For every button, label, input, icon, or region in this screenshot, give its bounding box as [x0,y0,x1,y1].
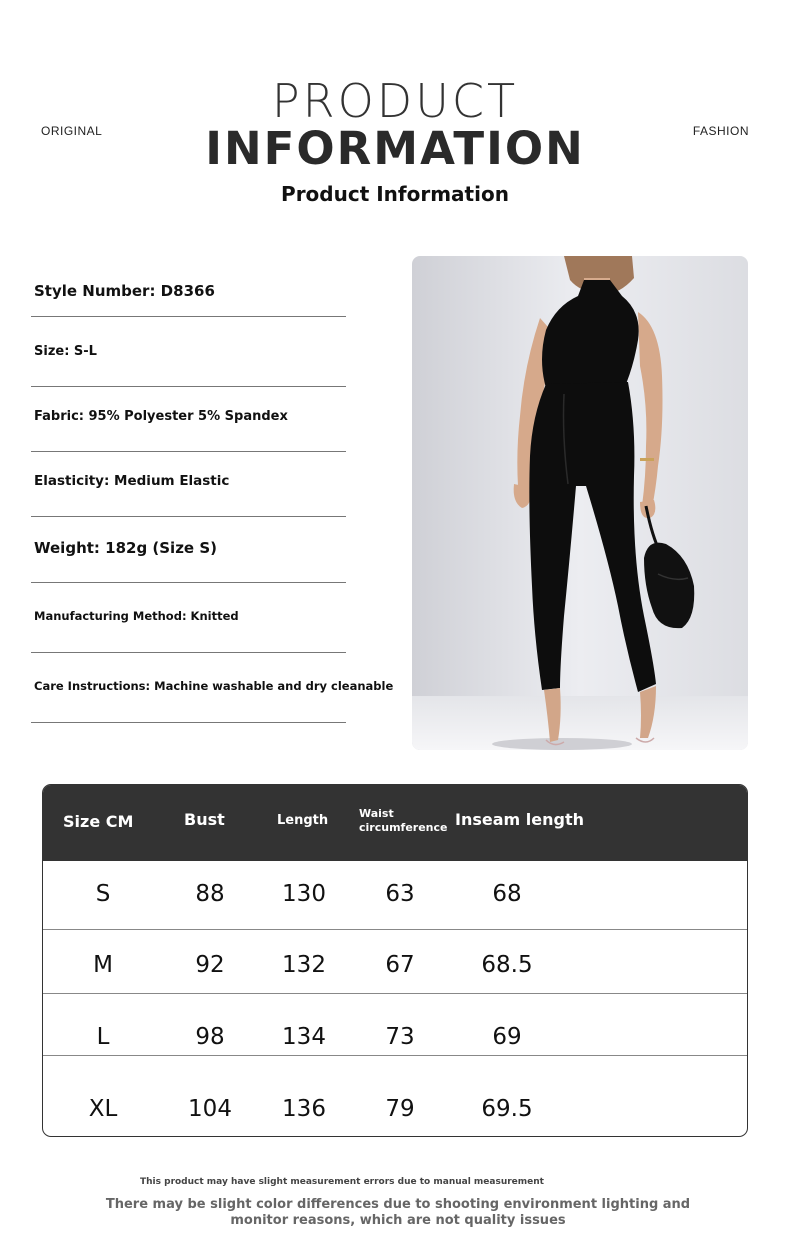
fashion-label: FASHION [692,124,749,138]
table-row: L 98 134 73 69 [43,994,747,1056]
header-length: Length [277,813,329,828]
page-header [0,76,790,206]
spec-weight: Weight: 182g (Size S) [31,517,346,583]
title-product: PRODUCT [271,74,519,128]
original-label: ORIGINAL [41,124,103,138]
size-chart-table [42,784,748,1137]
spec-list [31,256,411,723]
measurement-note: This product may have slight measurement errors due to manual measurement [140,1177,544,1187]
spec-manufacturing: Manufacturing Method: Knitted [31,583,346,653]
header-waist: Waist circumference [359,807,448,834]
table-row: M 92 132 67 68.5 [43,930,747,994]
spec-style-number: Style Number: D8366 [31,256,346,317]
title-information: INFORMATION [205,122,585,175]
spec-size: Size: S-L [31,317,346,387]
spec-elasticity: Elasticity: Medium Elastic [31,452,346,517]
header-bust: Bust [184,810,225,829]
spec-fabric: Fabric: 95% Polyester 5% Spandex [31,387,346,452]
table-row: XL 104 136 79 69.5 [88,1096,533,1122]
table-row: S 88 130 63 68 [43,861,747,930]
header-size-cm: Size CM [63,812,134,831]
spec-care: Care Instructions: Machine washable and dry cleanable [31,653,346,723]
header-inseam: Inseam length [455,810,584,829]
table-header [43,785,747,861]
product-photo [412,256,748,750]
page-subtitle: Product Information [281,182,509,206]
color-note: There may be slight color differences due to shooting environment lighting and monitor reasons, which are not quality issues [105,1197,691,1228]
model-jumpsuit-icon [412,256,748,750]
